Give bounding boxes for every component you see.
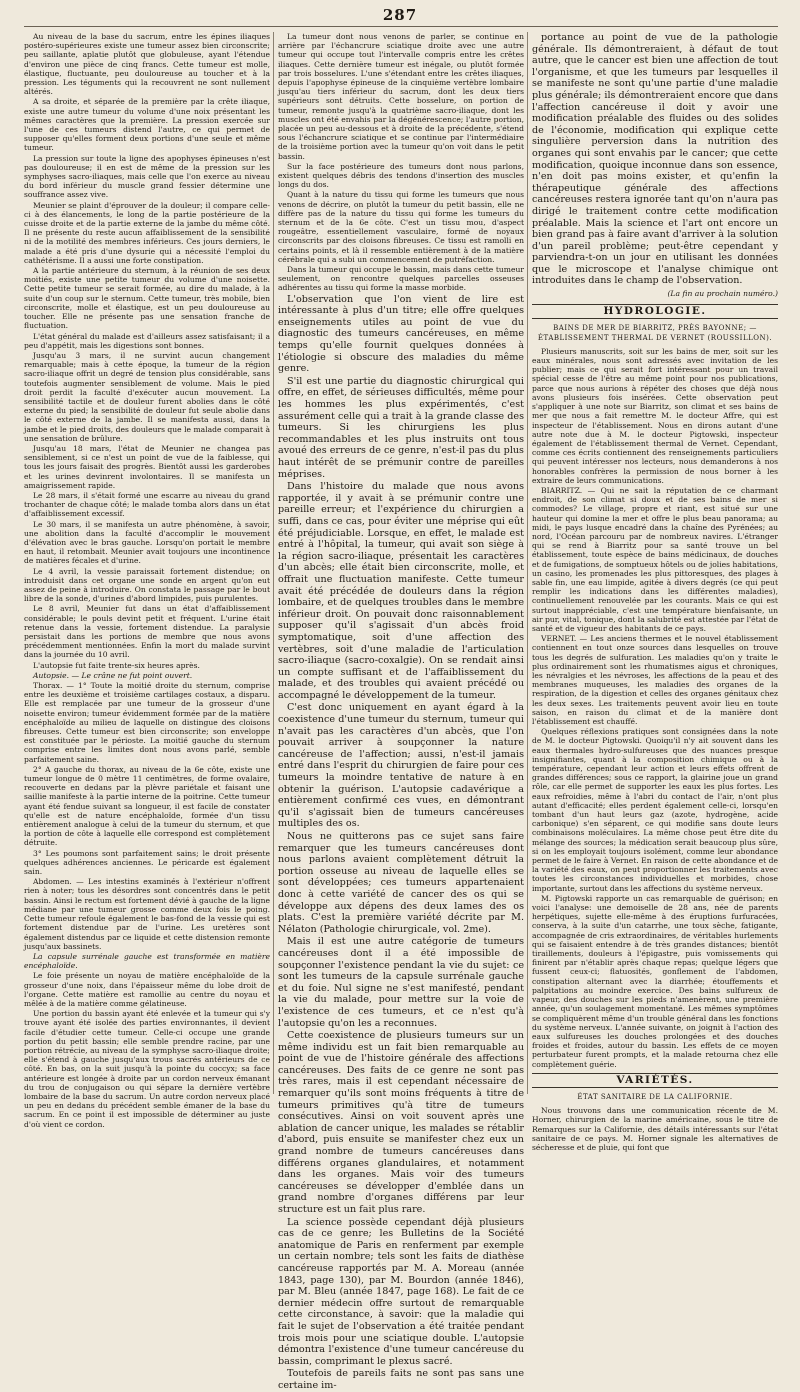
paragraph: La tumeur dont nous venons de parler, se continue en arrière par l'échancrure sciatique droite avec une autre tumeur qui occupe tout l'intervalle compris entre les crêtes iliaques. Cette dernière tumeur est inégale, ou plutôt formée par trois bosselures. L'une s'étendant entre les crêtes iliaques, depuis l'apophyse épineuse de la cinquième vertèbre lombaire jusqu'au tiers inférieur du sacrum, dont les deux tiers supérieurs sont détruits. Cette bosselure, on portion de tumeur, remonte jusqu'à la quatrième sacro-iliaque, dont les muscles ont été envahis par la dégénérescence; l'autre portion, placée un peu au-dessous et à droite de la précédente, s'étend sous l'échancrure sciatique et se continue par l'intermédiaire de la troisième portion avec la tumeur qu'on voit dans le petit bassin. [278, 32, 524, 161]
section-subtitle: ÉTAT SANITAIRE DE LA CALIFORNIE. [577, 1092, 733, 1101]
paragraph: Dans l'histoire du malade que nous avons rapportée, il y avait à se prémunir contre une pareille erreur; et l'expérience du chirurgien a suffi, dans ce cas, pour éviter une méprise qui eût été préjudiciable. Lorsque, en effet, le malade est entré à l'hôpital, la tumeur, qui avait son siège à la région sacro-iliaque, présentait les caractères d'un abcès; elle était bien circonscrite, molle, et offrait une fluctuation manifeste. Cette tumeur avait été précédée de douleurs dans la région lombaire, et de quelques troubles dans le membre inférieur droit. On pouvait donc raisonnablement supposer qu'il s'agissait d'un abcès froid symptomatique, soit d'une affection des vertèbres, soit d'une maladie de l'articulation sacro-iliaque (sacro-coxalgie). On se rendait ainsi un compte suffisant et de l'affaiblissement du malade, et des troubles qui avaient précédé ou accompagné le développement de la tumeur. [278, 481, 524, 701]
paragraph: Jusqu'au 3 mars, il ne survint aucun changement remarquable; mais à cette époque, la tumeur de la région sacro-iliaque offrit un degré de tension plus considérable, sans toutefois augmenter sensiblement de volume. Mais le pied droit perdit la faculté d'exécuter aucun mouvement. La sensibilité tactile et de douleur furent abolies dans le côté externe du pied; la sensibilité de douleur fut seule abolie dans le côté externe de la jambe. Il se manifesta aussi, dans la jambe et le pied droits, des douleurs que le malade comparait à une sensation de brûlure. [24, 350, 270, 443]
column-2 [278, 32, 524, 1391]
paragraph: VERNET. — Les anciens thermes et le nouvel établissement contiennent en tout onze sources dans lesquelles on trouve tous les degrés de sulfuration. Les maladies qu'on y traite le plus ordinairement sont les rhumatismes aigus et chroniques, les névralgies et les névroses, les affections de la peau et des membranes muqueuses, les maladies des organes de la respiration, de la digestion et celles des organes génitaux chez les deux sexes. Les traitements peuvent avoir lieu en toute saison, en raison du climat et de la manière dont l'établissement est chauffé. [532, 634, 778, 726]
column-rule-1 [273, 32, 274, 1094]
paragraph: 3° Les poumons sont parfaitement sains; le droit présente quelques adhérences anciennes. Le péricarde est également sain. [24, 848, 270, 877]
paragraph: A sa droite, et séparée de la première par la crête iliaque, existe une autre tumeur du volume d'une noix présentant les mêmes caractères que la première. La pression exercée sur l'une de ces tumeurs distend l'autre, ce qui permet de supposer qu'elles forment deux portions d'une seule et même tumeur. [24, 97, 270, 153]
paragraph: Dans la tumeur qui occupe le bassin, mais dans cette tumeur seulement, on rencontre quelques parcelles osseuses adhérentes au tissu qui forme la masse morbide. [278, 265, 524, 293]
paragraph: Thorax. — 1° Toute la moitié droite du sternum, comprise entre les deuxième et troisième cartilages costaux, a disparu. Elle est remplacée par une tumeur de la grosseur d'une noisette environ; tumeur évidemment formée par de la matière encéphaloïde au milieu de laquelle on distingue des cloisons fibreuses. Cette tumeur est bien circonscrite; son enveloppe est constituée par le périoste. La moitié gauche du sternum comprise entre les limites dont nous avons parlé, semble parfaitement saine. [24, 681, 270, 764]
paragraph: Toutefois de pareils faits ne sont pas sans une certaine im- [278, 1368, 524, 1391]
paragraph: portance au point de vue de la pathologie générale. Ils démontreraient, à défaut de tout autre, que le cancer est bien une affection de tout l'organisme, et que les tumeurs par lesquelles il se manifeste ne sont qu'une partie d'une maladie plus générale; ils démontreraient encore que dans l'affection cancéreuse il doit y avoir une modification préalable des fluides ou des solides de l'économie, modification qui explique cette singulière perversion dans la nutrition des organes qui sont envahis par le cancer; que cette modification, quoique inconnue dans son essence, n'en doit pas moins exister, et qu'enfin la thérapeutique générale des affections cancéreuses restera ignorée tant qu'on n'aura pas dirigé le traitement contre cette modification préalable. Mais la science et l'art ont encore un bien grand pas à faire avant d'arriver à la solution d'un pareil problème; peut-être cependant y parviendra-t-on un jour en utilisant les données que le microscope et l'analyse chimique ont introduites dans le champ de l'observation. [532, 32, 778, 287]
paragraph: Cette coexistence de plusieurs tumeurs sur un même individu est un fait bien remarquable au point de vue de l'histoire générale des affections cancéreuses. Des faits de ce genre ne sont pas très rares, mais il est cependant nécessaire de remarquer qu'ils sont moins fréquents à titre de tumeurs primitives qu'à titre de tumeurs consécutives. Ainsi on voit souvent après une ablation de cancer unique, les malades se rétablir d'abord, puis ensuite se manifester chez eux un grand nombre de tumeurs cancéreuses dans différens organes glandulaires, et notamment dans les organes. Mais voir des tumeurs cancéreuses se développer d'emblée dans un grand nombre d'organes différens par leur structure est un fait plus rare. [278, 1030, 524, 1215]
section-title-varietes: VARIÉTÉS. [532, 1073, 778, 1088]
paragraph: La pression sur toute la ligne des apophyses épineuses n'est pas douloureuse; il en est de même de la pression sur les symphyses sacro-iliaques, mais celle que l'on exerce au niveau du bord inférieur du muscle grand fessier détermine une souffrance assez vive. [24, 153, 270, 200]
paragraph: Quelques réflexions pratiques sont consignées dans la note de M. le docteur Pigtowski. Quoiqu'il n'y ait souvent dans les eaux thermales hydro-sulfureuses que des nuances presque insignifiantes, quant à la composition chimique ou à la température, cependant leur action et leurs effets offrent de grandes différences; sous ce rapport, la glairine joue un grand rôle, car elle permet de supporter les eaux les plus fortes. Les eaux refroidies, même à l'abri du contact de l'air, n'ont plus autant d'efficacité; elles perdent également celle-ci, lorsqu'en tombant d'un haut leurs gaz (azote, hydrogène, acide carbonique) s'en séparent, ce qui modifie sans doute leurs combinaisons moléculaires. La même chose peut être dite du mélange des sources; la médication serait beaucoup plus sûre, si on les employait toujours isolément, comme leur abondance permet de le faire à Vernet. En raison de cette abondance et de la variété des eaux, on peut proportionner les traitements avec toutes les circonstances individuelles et morbides, chose importante, surtout dans les affections du système nerveux. [532, 727, 778, 893]
paragraph: BIARRITZ. — Qui ne sait la réputation de ce charmant endroit, de son climat si doux et de ses bains de mer si commodes? Le village, propre et riant, est situé sur une hauteur qui domine la mer et offre le plus beau panorama; au midi, le pays lusque encadré dans la chaîne des Pyrénées; au nord, l'Océan parcouru par de nombreux navires. L'étranger qui se rend à Biarritz pour sa santé trouve un bel établissement, toute espèce de bains médicinaux, de douches et de fumigations, de somptueux hôtels ou de jolies habitations, un casino, les promenades les plus pittoresques, des plages à sable fin, une eau limpide, agitée à divers degrés (ce qui peut remplir les indications dans les différentes maladies), continuellement renouvelée par les courants. Mais ce qui est surtout inappréciable, c'est une température bienfaisante, un air pur, vital, tonique, dont la salubrité est attestée par l'état de santé et de vigueur des habitants de ce pays. [532, 485, 778, 633]
paragraph: Jusqu'au 18 mars, l'état de Meunier ne changea pas sensiblement, si ce n'est un point de vue de la faiblesse, qui tous les jours faisait des progrès. Bientôt aussi les garderobes et les urines devinrent involontaires. Il se manifesta un amaigrissement rapide. [24, 443, 270, 490]
paragraph: L'état général du malade est d'ailleurs assez satisfaisant; il a peu d'appétit, mais les digestions sont bonnes. [24, 331, 270, 350]
paragraph: Mais il est une autre catégorie de tumeurs cancéreuses dont il a été impossible de soupçonner l'existence pendant la vie du sujet: ce sont les tumeurs de la capsule surrénale gauche et du foie. Nul signe ne s'est manifesté, pendant la vie du malade, pour mettre sur la voie de l'existence de ces tumeurs, et ce n'est qu'à l'autopsie qu'on les a reconnues. [278, 936, 524, 1029]
paragraph: S'il est une partie du diagnostic chirurgical qui offre, en effet, de sérieuses difficultés, même pour les hommes les plus expérimentés, c'est assurément celle qui a trait à la grande classe des tumeurs. Si les chirurgiens les plus recommandables et les plus instruits ont tous avoué des erreurs de ce genre, n'est-il pas du plus haut intérêt de se prémunir contre de pareilles méprises. [278, 375, 524, 480]
section-subtitle: BAINS DE MER DE BIARRITZ, PRÈS BAYONNE; — ÉTABLISSEMENT THERMAL DE VERNET (ROUSSILLON). [537, 324, 773, 342]
paragraph: A la partie antérieure du sternum, à la réunion de ses deux moitiés, existe une petite tumeur du volume d'une noisette. Cette petite tumeur se serait formée, au dire du malade, à la suite d'un coup sur le sternum. Cette tumeur, très mobile, bien circonscrite, molle et élastique, est un peu douloureuse au toucher. Elle ne présente pas une sensation franche de fluctuation. [24, 266, 270, 331]
paragraph: Autopsie. — Le crâne ne fut point ouvert. [33, 670, 193, 680]
paragraph: C'est donc uniquement en ayant égard à la coexistence d'une tumeur du sternum, tumeur qui n'avait pas les caractères d'un abcès, que l'on pouvait arriver à soupçonner la nature cancéreuse de l'affection; aussi, n'est-il jamais entré dans l'esprit du chirurgien de faire pour ces tumeurs la moindre tentative de nature à en obtenir la guérison. L'autopsie cadavérique a entièrement confirmé ces vues, en démontrant qu'il s'agissait bien de tumeurs cancéreuses multiples des os. [278, 702, 524, 830]
paragraph: Le 30 mars, il se manifesta un autre phénomène, à savoir, une abolition dans la faculté d'accomplir le mouvement d'élévation avec le bras gauche. Lorsqu'on portait le membre en haut, il retombait. Meunier avait toujours une incontinence de matières fécales et d'urine. [24, 519, 270, 566]
column-1 [24, 32, 270, 1129]
column-rule-2 [527, 32, 528, 1094]
paragraph: Nous trouvons dans une communication récente de M. Horner, chirurgien de la marine américaine, sous le titre de Remarques sur la Californie, des détails intéressants sur l'état sanitaire de ce pays. M. Horner signale les alternatives de sécheresse et de pluie, qui font que [532, 1106, 778, 1152]
paragraph: Le 4 avril, la vessie paraissait fortement distendue; on introduisit dans cet organe une sonde en argent qu'on eut assez de peine à introduire. On constata le passage par le bout libre de la sonde, d'urines d'abord limpides, puis purulentes. [24, 566, 270, 604]
paragraph: L'observation que l'on vient de lire est intéressante à plus d'un titre; elle offre quelques enseignements utiles au point de vue du diagnostic des tumeurs cancéreuses, en même temps qu'elle fournit quelques données à l'étiologie si obscure des maladies du même genre. [278, 293, 524, 375]
column-3 [532, 32, 778, 1152]
paragraph: Abdomen. — Les intestins examinés à l'extérieur n'offrent rien à noter; tous les désordres sont concentrés dans le petit bassin. Ainsi le rectum est fortement dévié à gauche de la ligne médiane par une tumeur grosse comme deux fois le poing. Cette tumeur refoule également le bas-fond de la vessie qui est fortement distendue par de l'urine. Les uretères sont également distendus par ce liquide et cette distension remonte jusqu'aux bassinets. [24, 877, 270, 951]
closing-note: (La fin au prochain numéro.) [667, 289, 778, 299]
header-rule [24, 26, 778, 27]
paragraph: Le 8 avril, Meunier fut dans un état d'affaiblissement considérable; le pouls devint petit et fréquent. L'urine était retenue dans la vessie, fortement distendue. La paralysie persistait dans les portions de membre que nous avons précédemment mentionnées. Enfin la mort du malade survint dans la journée du 10 avril. [24, 604, 270, 660]
paragraph: Quant à la nature du tissu qui forme les tumeurs que nous venons de décrire, on plutôt la tumeur du petit bassin, elle ne diffère pas de la nature du tissu qui forme les tumeurs du sternum et de la 6e côte. C'est un tissu mou, d'aspect rougeâtre, essentiellement vasculaire, formé de noyaux circonscrits par des cloisons fibreuses. Ce tissu est ramolli en certains points, et là il ressemble entièrement à de la matière cérébrale qui a subi un commencement de putréfaction. [278, 190, 524, 264]
section-title-hydrologie: HYDROLOGIE. [532, 304, 778, 319]
page-number: 287 [382, 6, 418, 24]
paragraph: La science possède cependant déjà plusieurs cas de ce genre; les Bulletins de la Société anatomique de Paris en renferment par exemple un certain nombre; tels sont les faits de diathèse cancéreuse rapportés par M. A. Moreau (année 1843, page 130), par M. Bourdon (année 1846), par M. Bleu (année 1847, page 168). Le fait de ce dernier médecin offre surtout de remarquable cette circonstance, à savoir: que la maladie qui fait le sujet de l'observation a été traitée pendant trois mois pour une sciatique double. L'autopsie démontra l'existence d'une tumeur cancéreuse du bassin, comprimant le plexus sacré. [278, 1216, 524, 1367]
paragraph: 2° A gauche du thorax, au niveau de la 6e côte, existe une tumeur longue de 0 mètre 11 centimètres, de forme ovalaire, recouverte en dedans par la plèvre pariétale et faisant une saillie manifeste à la partie interne de la poitrine. Cette tumeur ayant été fendue suivant sa longueur, il est facile de constater qu'elle est de nature encéphaloïde, formée d'un tissu entièrement analogue à celui de la tumeur du sternum, et que la portion de côte à laquelle elle correspond est complètement détruite. [24, 764, 270, 848]
paragraph: Une portion du bassin ayant été enlevée et la tumeur qui s'y trouve ayant été isolée des parties environnantes, il devient facile d'étudier cette tumeur. Celle-ci occupe une grande portion du petit bassin; elle semble prendre racine, par une portion rétrécie, au niveau de la symphyse sacro-iliaque droite; elle s'étend à gauche jusqu'aux trous sacrés antérieurs de ce côté. En bas, on la suit jusqu'à la pointe du coccyx; sa face antérieure est longée à droite par un cordon nerveux émanant du trou de conjugaison ou qui sépare la dernière vertèbre lombaire de la base du sacrum. Un autre cordon nerveux placé un peu en dedans du précédent semble émaner de la base du sacrum. En ce point il est impossible de déterminer au juste d'où vient ce cordon. [24, 1009, 270, 1129]
paragraph: L'autopsie fut faite trente-six heures après. [33, 660, 200, 670]
paragraph: Sur la face postérieure des tumeurs dont nous parlons, existent quelques débris des tendons d'insertion des muscles longs du dos. [278, 161, 524, 190]
paragraph: Le foie présente un noyau de matière encéphaloïde de la grosseur d'une noix, dans l'épaisseur même du lobe droit de l'organe. Cette matière est ramollie au centre du noyau et mêlée à de la matière comme gélatineuse. [24, 971, 270, 1008]
paragraph: Meunier se plaint d'éprouver de la douleur; il compare celle-ci à des élancements, le long de la partie postérieure de la cuisse droite et de la partie externe de la jambe du même côté. Il ne présente du reste aucun affaiblissement de la sensibilité ni de la motilité des membres inférieurs. Ces jours derniers, le malade a été pris d'une dysurie qui a nécessité l'emploi du cathétérisme. Il a aussi une forte constipation. [24, 200, 270, 265]
paragraph: M. Pigtowski rapporte un cas remarquable de guérison; en voici l'analyse: une demoiselle de 28 ans, née de parents herpétiques, sujette elle-même à des éruptions furfuracées, conserva, à la suite d'un catarrhe, une toux sèche, fatigante, accompagnée de cris extraordinaires, de véritables hurlements qui se faisaient entendre à de très grandes distances; bientôt tiraillements, douleurs à l'épigastre, puis vomissements qui finirent par n'établir après chaque repas; quelque légers que fussent ceux-ci; flatuosités, gonflement de l'abdomen, constipation alternant avec la diarrhée; étouffements et palpitations au moindre exercice. Des bains sulfureux de vapeur, des douches sur les pieds n'amenèrent, une première année, qu'un soulagement momentané. Les mêmes symptômes se compliquèrent même d'un trouble général dans les fonctions du système nerveux. L'année suivante, on joignit à l'action des eaux sulfureuses les douches prolongées et des douches froides et froides, autour du bassin. Les effets de ce moyen perturbateur furent prompts, et la malade retourna chez elle complètement guérie. [532, 893, 778, 1069]
paragraph: Nous ne quitterons pas ce sujet sans faire remarquer que les tumeurs cancéreuses dont nous parlons avaient complètement détruit la portion osseuse au niveau de laquelle elles se sont développées; ces tumeurs appartenaient donc à cette variété de cancer des os qui se développe aux dépens des deux lames des os plats. C'est la première variété décrite par M. Nélaton (Pathologie chirurgicale, vol. 2me). [278, 831, 524, 935]
paragraph: Le 28 mars, il s'était formé une escarre au niveau du grand trochanter de chaque côté; le malade tomba alors dans un état d'affaiblissement excessif. [24, 490, 270, 519]
paragraph: Plusieurs manuscrits, soit sur les bains de mer, soit sur les eaux minérales, nous sont adressés avec invitation de les publier; mais ce qui serait fort intéressant pour un travail spécial cesse de l'être au même point pour nos publications, parce que nous aurions à répéter des choses que déjà nous avons plusieurs fois insérées. Cette observation peut s'appliquer à une note sur Biarritz, son climat et ses bains de mer que nous a fait remettre M. le docteur Affre, qui est inspecteur de l'établissement. Nous en dirons autant d'une autre note due à M. le docteur Pigtowski, inspecteur également de l'établissement thermal de Vernet. Cependant, comme ces écrits contiennent des renseignements particuliers qui peuvent intéresser nos lecteurs, nous demanderons à nos honorables confrères la permission de nous borner à les extraire de leurs communications. [532, 346, 778, 485]
paragraph: Au niveau de la base du sacrum, entre les épines iliaques postéro-supérieures existe une tumeur assez bien circonscrite; peu saillante, aplatie plutôt que globuleuse, ayant l'étendue d'environ une pièce de cinq francs. Cette tumeur est molle, élastique, fluctuante, peu douloureuse au toucher et à la pression. Les téguments qui la recouvrent ne sont nullement altérés. [24, 32, 270, 97]
paragraph: La capsule surrénale gauche est transformée en matière encéphaloïde. [24, 951, 270, 971]
